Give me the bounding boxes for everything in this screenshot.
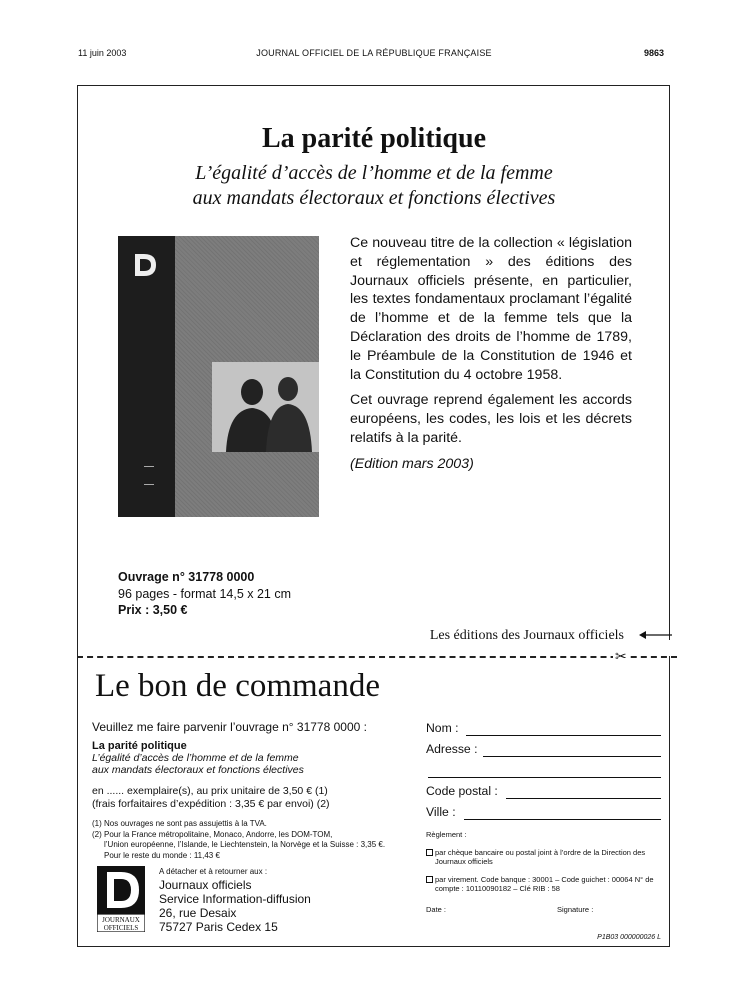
detach-note: A détacher et à retourner aux : xyxy=(159,867,268,876)
order-request: Veuillez me faire parvenir l’ouvrage n° 31778 0000 : xyxy=(92,720,367,734)
reglement-label: Règlement : xyxy=(426,830,467,839)
adresse-field[interactable] xyxy=(426,740,661,761)
nom-label: Nom : xyxy=(426,721,459,735)
adresse-label: Adresse : xyxy=(426,742,478,756)
publisher-line: Les éditions des Journaux officiels xyxy=(429,628,624,643)
virement-checkbox[interactable] xyxy=(426,876,433,883)
book-description xyxy=(350,234,632,474)
pages-format: 96 pages - format 14,5 x 21 cm xyxy=(118,586,292,601)
order-form xyxy=(426,719,661,915)
cheque-checkbox[interactable] xyxy=(426,849,433,856)
cover-spine-band xyxy=(118,236,175,517)
nom-line[interactable] xyxy=(466,735,661,736)
quantity-line: en ...... exemplaire(s), au prix unitaire de 3,50 € (1) xyxy=(92,785,328,797)
adresse-field-2[interactable] xyxy=(426,761,661,782)
address-line: 75727 Paris Cedex 15 xyxy=(159,920,278,934)
adresse-line-2[interactable] xyxy=(428,777,661,778)
order-heading: Le bon de commande xyxy=(95,668,380,704)
nom-field[interactable] xyxy=(426,719,661,740)
order-book-subtitle2: aux mandats électoraux et fonctions électives xyxy=(92,764,304,776)
payment-section xyxy=(426,830,661,915)
footnote-2: (2) Pour la France métropolitaine, Monaco, Andorre, les DOM-TOM, xyxy=(92,829,333,839)
return-address xyxy=(159,866,311,934)
virement-label: par virement. Code banque : 30001 – Code guichet : 00064 N° de compte : 10110090182 – Clé RIB : 58 xyxy=(435,875,654,893)
address-line: Service Information-diffusion xyxy=(159,892,311,906)
adresse-line[interactable] xyxy=(483,756,661,757)
address-line: Journaux officiels xyxy=(159,878,252,892)
date-signature-row xyxy=(426,905,661,915)
cut-line xyxy=(77,656,677,658)
code-postal-line[interactable] xyxy=(506,798,661,799)
shipping-line: (frais forfaitaires d’expédition : 3,35 € par envoi) (2) xyxy=(92,797,330,810)
ouvrage-number: Ouvrage n° 31778 0000 xyxy=(118,570,255,584)
frame-gap xyxy=(669,640,673,656)
reference-code: P1B03 000000026 L xyxy=(597,934,661,941)
footnote-2-cont: l’Union européenne, l’Islande, le Liechtenstein, la Norvège et la Suisse : 3,35 €. xyxy=(104,840,386,849)
page-number: 9863 xyxy=(643,48,664,58)
address-line: 26, rue Desaix xyxy=(159,906,237,920)
ville-line[interactable] xyxy=(464,819,661,820)
running-header-journal: JOURNAL OFFICIEL DE LA RÉPUBLIQUE FRANÇAISE xyxy=(256,48,492,58)
cheque-label: par chèque bancaire ou postal joint à l’ordre de la Direction des Journaux officiels xyxy=(435,848,646,866)
book-subtitle-line2: aux mandats électoraux et fonctions électives xyxy=(192,187,556,209)
footnote-2-rest: Pour le reste du monde : 11,43 € xyxy=(104,850,220,860)
cover-mark xyxy=(144,466,154,467)
arrow-left-icon xyxy=(638,628,672,642)
code-postal-field[interactable] xyxy=(426,782,661,803)
price: Prix : 3,50 € xyxy=(118,603,188,617)
signature-label[interactable]: Signature : xyxy=(557,905,594,914)
order-request-block xyxy=(92,720,412,861)
payment-option-cheque[interactable] xyxy=(426,848,661,866)
book-subtitle-line1: L’égalité d’accès de l’homme et de la femme xyxy=(195,162,553,184)
code-postal-label: Code postal : xyxy=(426,784,498,798)
book-cover-image xyxy=(118,236,319,517)
footnote-1: (1) Nos ouvrages ne sont pas assujettis à la TVA. xyxy=(92,819,267,828)
silhouettes-icon xyxy=(212,362,319,452)
running-header-date: 11 juin 2003 xyxy=(78,48,127,58)
book-info xyxy=(118,569,291,619)
ville-field[interactable] xyxy=(426,803,661,824)
scissors-icon: ✂ xyxy=(615,648,627,664)
description-paragraph: Cet ouvrage reprend également les accords européens, les codes, les lois et les décrets relatifs à la parité. xyxy=(350,392,632,446)
book-title: La parité politique xyxy=(261,123,486,154)
cover-photo xyxy=(212,362,319,452)
payment-option-virement[interactable] xyxy=(426,875,661,893)
description-paragraph: Ce nouveau titre de la collection « législation et réglementation » des éditions des Journaux officiels présente, en particulier, les textes fondamentaux proclamant l’égalité de l’homme et de la femme tels que la Déclaration des droits de l’homme de 1789, le Préambule de la Constitution de 1946 et la Constitution du 4 octobre 1958. xyxy=(350,235,632,383)
cover-mark xyxy=(144,484,154,485)
logo-text-2: OFFICIELS xyxy=(103,924,139,932)
footnotes xyxy=(92,819,412,861)
logo-text-1: JOURNAUX xyxy=(102,916,140,924)
ville-label: Ville : xyxy=(426,805,456,819)
date-label[interactable]: Date : xyxy=(426,905,447,914)
order-book-subtitle1: L’égalité d’accès de l’homme et de la femme xyxy=(92,752,299,764)
cover-logo-icon xyxy=(130,250,160,280)
journaux-officiels-logo xyxy=(97,866,145,932)
edition-note: (Edition mars 2003) xyxy=(350,455,474,472)
order-book-title: La parité politique xyxy=(92,740,187,752)
